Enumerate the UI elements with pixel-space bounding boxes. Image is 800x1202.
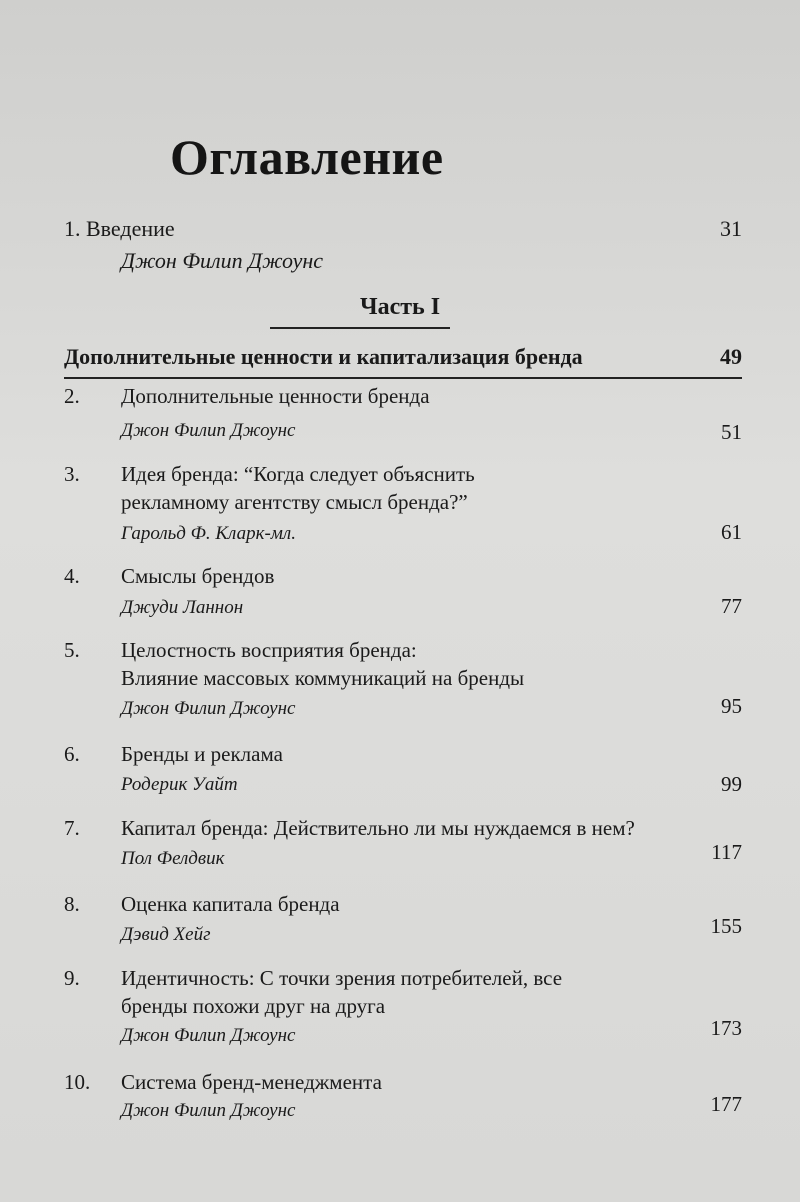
section-label: Дополнительные ценности и капитализация бренда [64,344,583,369]
toc-entry [64,462,742,546]
entry-author: Родерик Уайт [121,774,238,795]
entry-number: 6. [64,742,80,766]
entry-author: Джуди Ланнон [121,597,244,618]
entry-page: 51 [721,420,742,444]
entry-page: 77 [721,594,742,618]
intro-label: 1. Введение [64,216,175,241]
entry-title-line: рекламному агентству смысл бренда?” [121,490,468,514]
entry-title-line: Оценка капитала бренда [121,892,340,916]
entry-title-line: Капитал бренда: Действительно ли мы нуждаемся в нем? [121,816,635,840]
entry-title-line: Идея бренда: “Когда следует объяснить [121,462,475,486]
section-page: 49 [720,344,742,369]
entry-number: 8. [64,892,80,916]
toc-entry [64,742,742,802]
entry-title-line: Целостность восприятия бренда: [121,638,417,662]
entry-author: Гарольд Ф. Кларк-мл. [121,523,296,544]
entry-number: 10. [64,1070,91,1094]
entry-page: 95 [721,694,742,718]
entry-number: 4. [64,564,80,588]
intro-page: 31 [720,216,742,241]
entry-page: 61 [721,520,742,544]
entry-number: 2. [64,384,80,408]
entry-page: 99 [721,772,742,796]
entry-page: 155 [710,914,742,938]
toc-entry [64,384,742,444]
entry-author: Джон Филип Джоунс [121,698,296,719]
page-title: Оглавление [170,129,444,185]
intro-entry [64,216,742,272]
part-heading: Часть I [359,294,441,320]
entry-number: 9. [64,966,80,990]
entry-number: 3. [64,462,80,486]
section-divider [64,377,742,379]
entry-author: Джон Филип Джоунс [121,1025,296,1046]
toc-entry [64,966,742,1050]
intro-row [64,216,742,244]
toc-entry [64,564,742,624]
toc-entry [64,816,742,876]
entry-title-line: Система бренд-менеджмента [121,1070,382,1094]
entry-page: 117 [711,840,742,864]
entry-page: 177 [710,1092,742,1116]
toc-entry [64,1070,742,1130]
entry-title-line: бренды похожи друг на друга [121,994,386,1018]
entry-page: 173 [710,1016,742,1040]
part-divider [270,327,450,329]
entry-author: Джон Филип Джоунс [121,420,296,441]
entry-author: Пол Фелдвик [121,848,225,869]
toc-entry [64,892,742,952]
entry-title-line: Идентичность: С точки зрения потребителей, все [121,966,563,990]
intro-author: Джон Филип Джоунс [121,248,324,273]
entry-number: 7. [64,816,80,840]
toc-entry [64,638,742,722]
entry-number: 5. [64,638,80,662]
entry-title-line: Дополнительные ценности бренда [121,384,430,408]
entry-author: Дэвид Хейг [121,924,211,945]
entry-author: Джон Филип Джоунс [121,1100,296,1121]
intro-author-row [64,244,742,272]
entry-title-line: Влияние массовых коммуникаций на бренды [121,666,525,690]
entry-title-line: Смыслы брендов [121,564,275,588]
section-heading [64,344,742,374]
entry-title-line: Бренды и реклама [121,742,283,766]
